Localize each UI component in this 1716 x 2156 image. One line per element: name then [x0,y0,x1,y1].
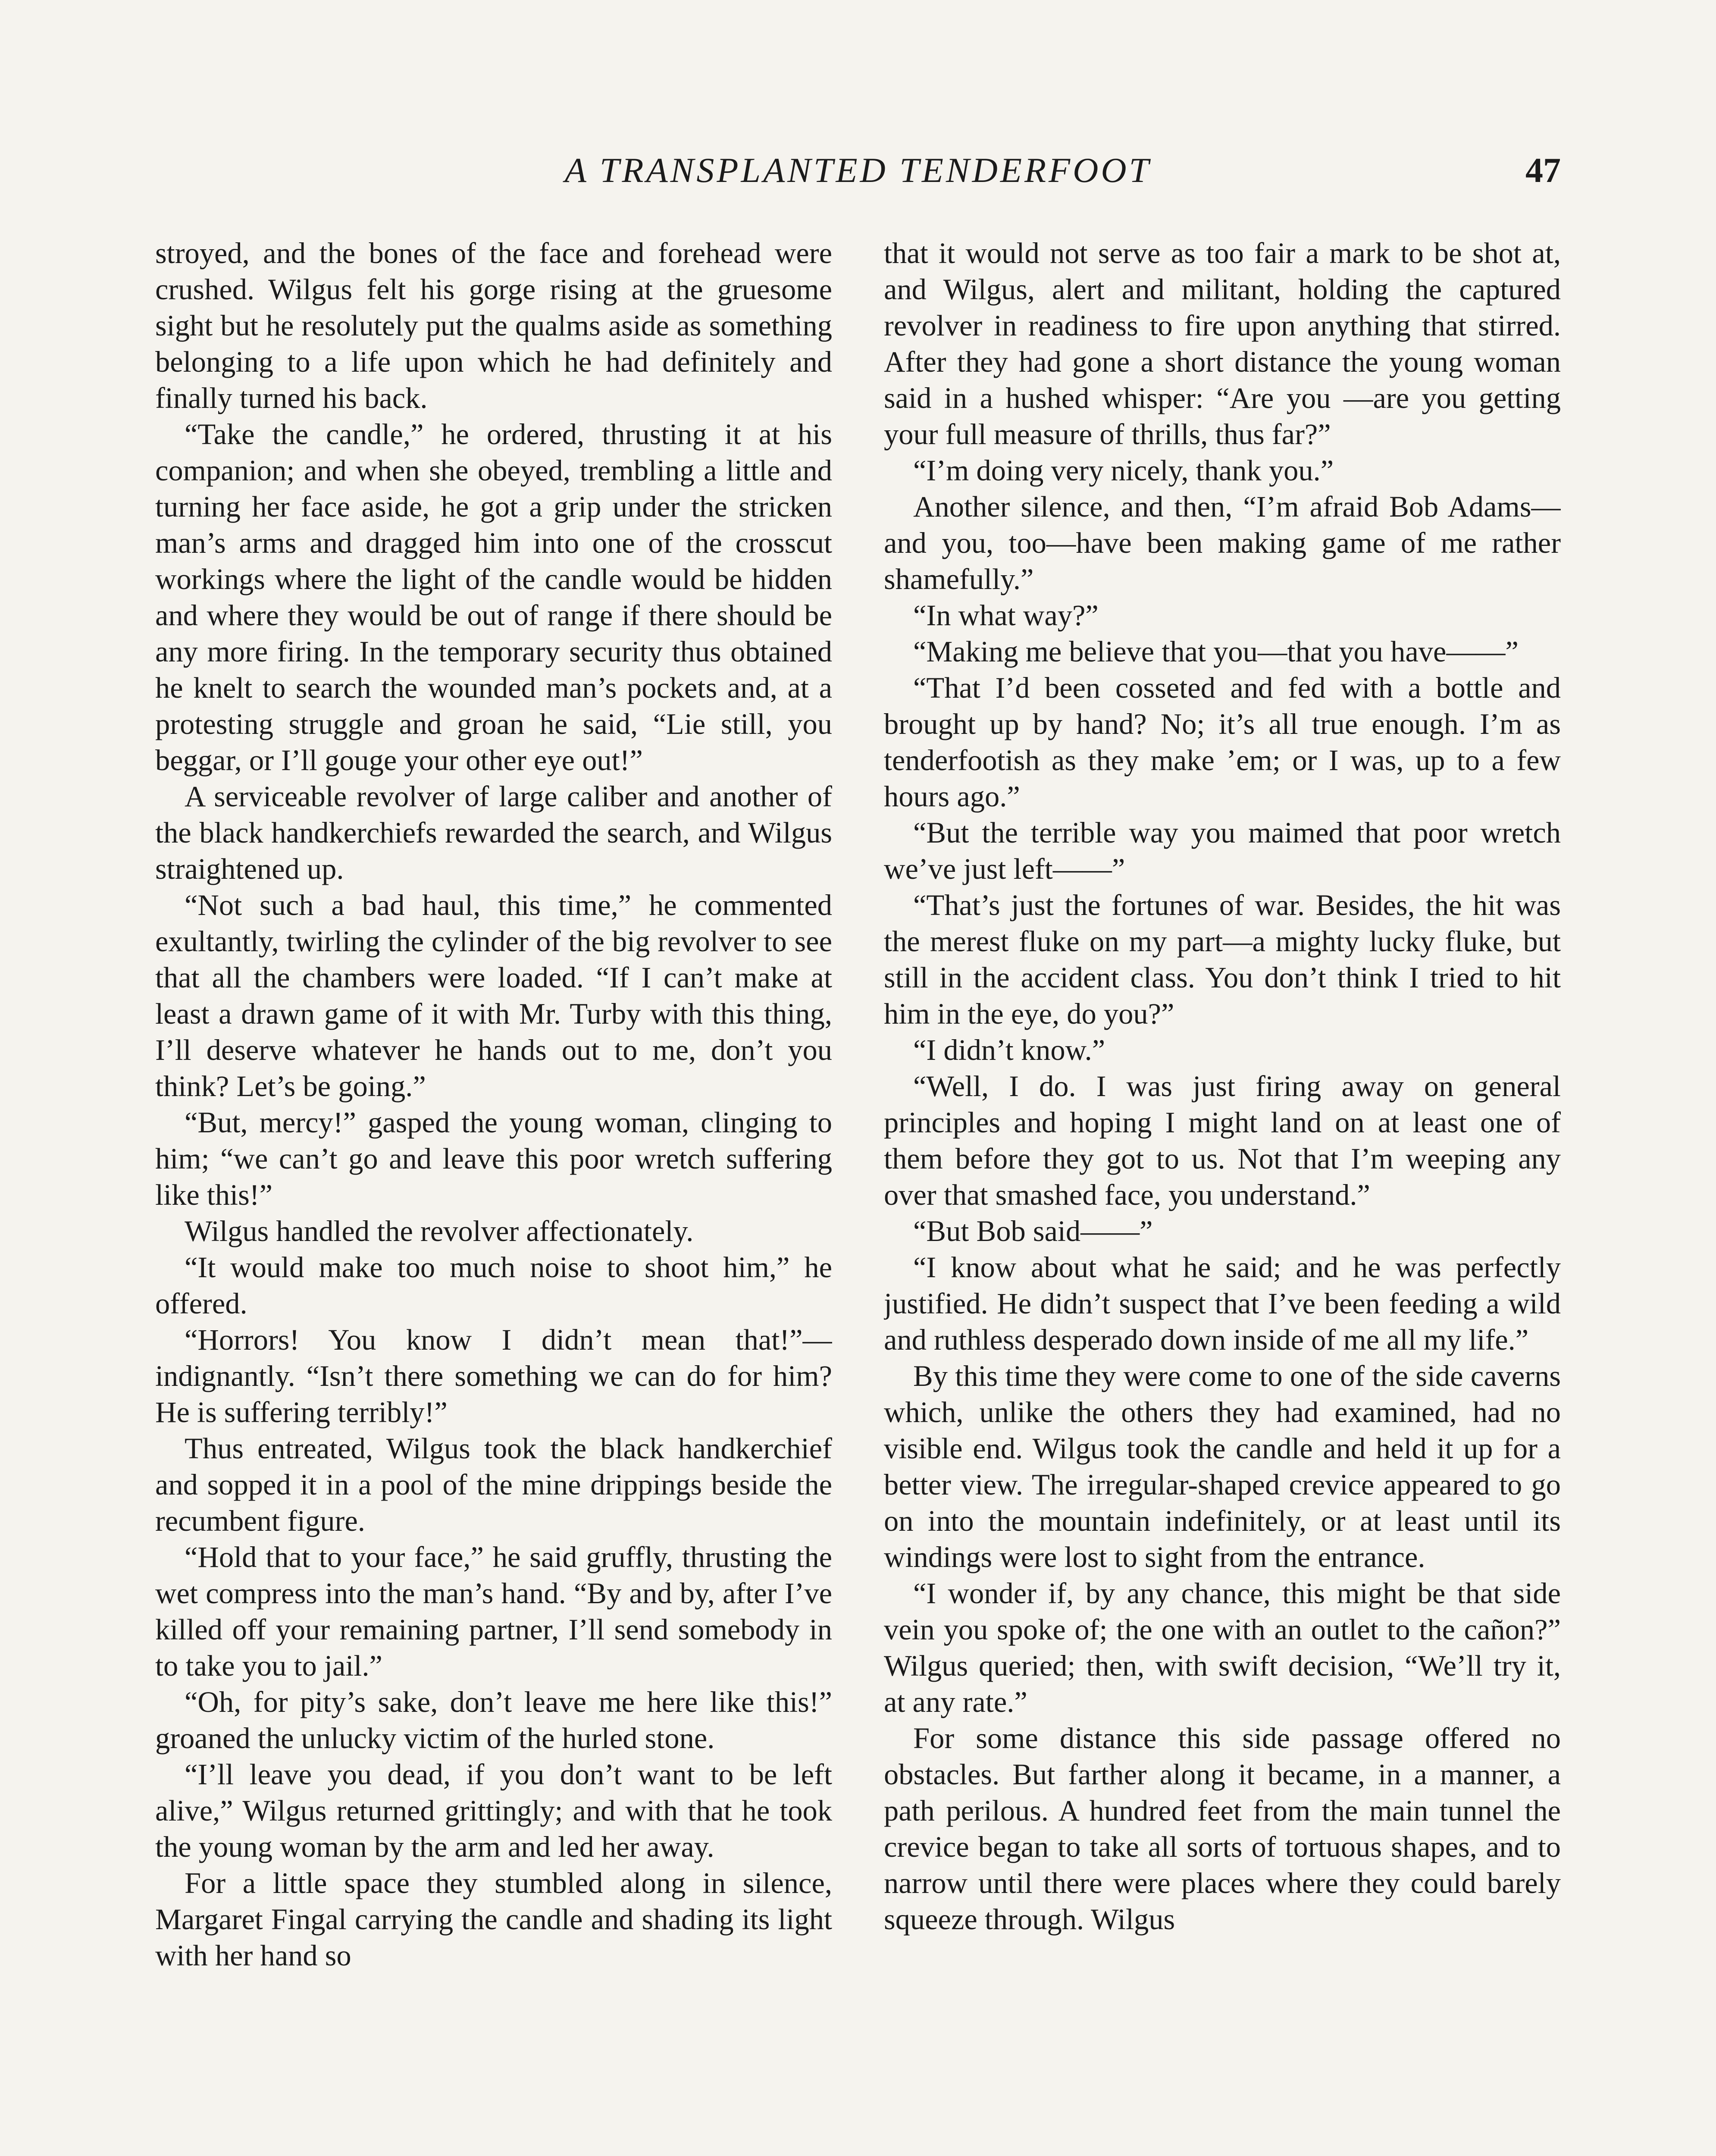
paragraph: “Take the candle,” he ordered, thrusting it at his companion; and when she obeyed, trembling a little and turning her face aside, he got a grip under the stricken man’s arms and dragged him into one of the crosscut workings where the light of the candle would be hidden and where they would be out of range if there should be any more firing. In the temporary security thus obtained he knelt to search the wounded man’s pockets and, at a protesting struggle and groan he said, “Lie still, you beggar, or I’ll gouge your other eye out!” [155,418,832,777]
paragraph: For a little space they stumbled along in silence, Margaret Fingal carrying the candle and shading its light with her hand so [155,1867,832,1972]
paragraph: By this time they were come to one of the side caverns which, unlike the others they had examined, had no visible end. Wilgus took the candle and held it up for a better view. The irregular-shaped crevice appeared to go on into the mountain indefinitely, or at least until its windings were lost to sight from the entrance. [884,1360,1561,1573]
paragraph: “I didn’t know.” [913,1034,1105,1066]
paragraph: “Making me believe that you—that you have——” [913,635,1519,668]
paragraph: “Hold that to your face,” he said gruffly, thrusting the wet compress into the man’s hand. “By and by, after I’ve killed off your remaining partner, I’ll send somebody in to take you to jail.” [155,1541,832,1682]
running-title: A TRANSPLANTED TENDERFOOT [564,150,1152,190]
paragraph: “I’ll leave you dead, if you don’t want to be left alive,” Wilgus returned grittingly; and with that he took the young woman by the arm and led her away. [155,1758,832,1863]
left-column [155,235,832,2156]
paragraph: “But the terrible way you maimed that poor wretch we’ve just left——” [884,816,1561,885]
paragraph: A serviceable revolver of large caliber and another of the black handkerchiefs rewarded the search, and Wilgus straightened up. [155,780,832,885]
paragraph: “That I’d been cosseted and fed with a bottle and brought up by hand? No; it’s all true enough. I’m as tenderfootish as they make ’em; or I was, up to a few hours ago.” [884,671,1561,813]
paragraph: “But Bob said——” [913,1215,1153,1247]
paragraph: Thus entreated, Wilgus took the black handkerchief and sopped it in a pool of the mine drippings beside the recumbent figure. [155,1432,832,1537]
paragraph: Another silence, and then, “I’m afraid Bob Adams—and you, too—have been making game of me rather shamefully.” [884,490,1561,595]
paragraph: “But, mercy!” gasped the young woman, clinging to him; “we can’t go and leave this poor wretch suffering like this!” [155,1106,832,1211]
paragraph: “That’s just the fortunes of war. Besides, the hit was the merest fluke on my part—a mighty lucky fluke, but still in the accident class. You don’t think I tried to hit him in the eye, do you?” [884,889,1561,1030]
paragraph: “I know about what he said; and he was perfectly justified. He didn’t suspect that I’ve been feeding a wild and ruthless desperado down inside of me all my life.” [884,1251,1561,1356]
paragraph: “I’m doing very nicely, thank you.” [913,454,1334,487]
paragraph: For some distance this side passage offered no obstacles. But farther along it became, in a manner, a path perilous. A hundred feet from the main tunnel the crevice began to take all sorts of tortuous shapes, and to narrow until there were places where they could barely squeeze through. Wilgus [884,1722,1561,1936]
text-columns [155,235,1561,2156]
paragraph: “I wonder if, by any chance, this might be that side vein you spoke of; the one with an outlet to the cañon?” Wilgus queried; then, with swift decision, “We’ll try it, at any rate.” [884,1577,1561,1718]
paragraph: “Well, I do. I was just firing away on general principles and hoping I might land on at least one of them before they got to us. Not that I’m weeping any over that smashed face, you understand.” [884,1070,1561,1211]
paragraph: “Horrors! You know I didn’t mean that!”—indignantly. “Isn’t there something we can do for him? He is suffering terribly!” [155,1323,832,1429]
paragraph: “Oh, for pity’s sake, don’t leave me here like this!” groaned the unlucky victim of the hurled stone. [155,1686,832,1755]
paragraph: stroyed, and the bones of the face and forehead were crushed. Wilgus felt his gorge rising at the gruesome sight but he resolutely put the qualms aside as something belonging to a life upon which he had definitely and finally turned his back. [155,237,832,414]
paragraph: “In what way?” [913,599,1099,632]
page-number: 47 [1525,150,1561,190]
paragraph: that it would not serve as too fair a mark to be shot at, and Wilgus, alert and militant, holding the captured revolver in readiness to fire upon anything that stirred. After they had gone a short distance the young woman said in a hushed whisper: “Are you —are you getting your full measure of thrills, thus far?” [884,237,1561,451]
paragraph: Wilgus handled the revolver affectionately. [185,1215,694,1247]
paragraph: “Not such a bad haul, this time,” he commented exultantly, twirling the cylinder of the big revolver to see that all the chambers were loaded. “If I can’t make at least a drawn game of it with Mr. Turby with this thing, I’ll deserve whatever he hands out to me, don’t you think? Let’s be going.” [155,889,832,1103]
right-column [884,235,1561,2156]
page-header [155,144,1561,196]
paragraph: “It would make too much noise to shoot him,” he offered. [155,1251,832,1320]
